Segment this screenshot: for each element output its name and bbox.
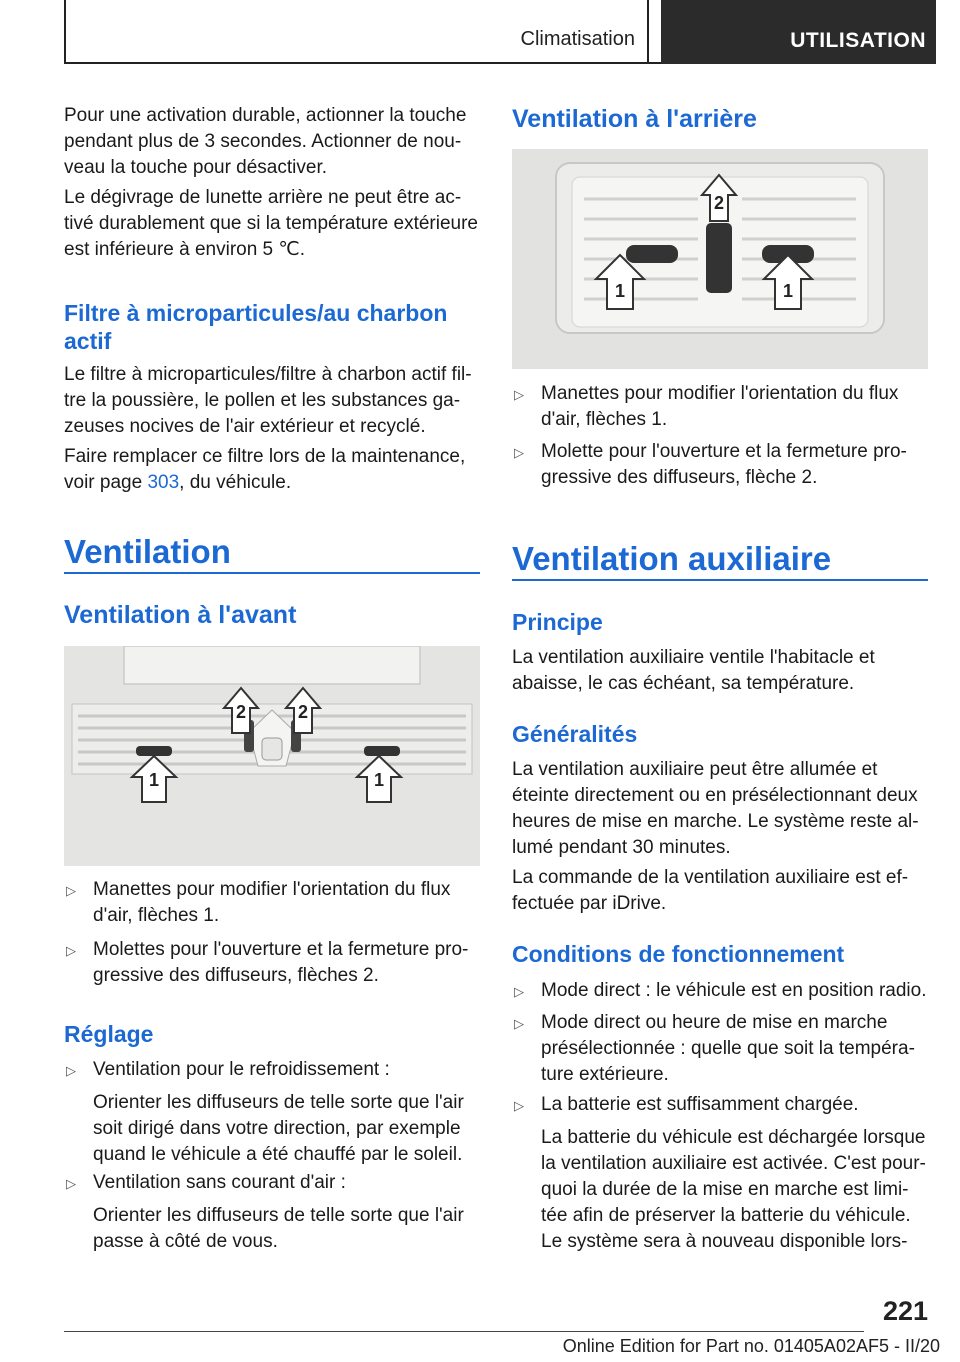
- left-paragraph-2: Le dégivrage de lunette arrière ne peut être ac- tivé durablement que si la température extérieure est inférieure à environ 5 ℃.: [64, 187, 479, 260]
- battery-text: La batterie du véhicule est déchargée lorsque la ventilation auxiliaire est activée. C'est pour- quoi la durée de la mise en marche est limi- tée afin de préserver la batterie du véhicule. Le système sera à nouveau disponible lors-: [541, 1127, 926, 1252]
- front-label-2a: 2: [235, 702, 247, 722]
- rear-label-1a: 1: [614, 281, 626, 301]
- ventilation-heading: Ventilation: [64, 533, 231, 570]
- front-vents-figure: [64, 646, 480, 866]
- front-vents-illustration: [64, 646, 480, 866]
- generalites-paragraph-2: La commande de la ventilation auxiliaire est ef- fectuée par iDrive.: [512, 867, 909, 914]
- aux-ventilation-heading: Ventilation auxiliaire: [512, 540, 832, 577]
- rear-vents-illustration: [512, 149, 928, 369]
- rear-vents-figure: [512, 149, 928, 369]
- triangle-right-icon: ▷: [514, 445, 524, 460]
- conditions-heading: Conditions de fonctionnement: [512, 941, 845, 967]
- front-item-1: Manettes pour modifier l'orientation du flux d'air, flèches 1.: [93, 879, 451, 926]
- front-ventilation-heading: Ventilation à l'avant: [64, 601, 297, 629]
- front-label-1b: 1: [373, 770, 385, 790]
- triangle-right-icon: ▷: [66, 883, 76, 898]
- footer-edition: Online Edition for Part no. 01405A02AF5 - II/20: [562, 1336, 940, 1356]
- left-paragraph-1: Pour une activation durable, actionner la touche pendant plus de 3 secondes. Actionner de nou- veau la touche pour désactiver.: [64, 105, 467, 178]
- rear-item-1: Manettes pour modifier l'orientation du flux d'air, flèches 1.: [541, 383, 899, 430]
- page-link[interactable]: 303: [147, 472, 180, 493]
- front-label-2b: 2: [297, 702, 309, 722]
- filter-heading: Filtre à microparticules/au charbon actif: [64, 300, 448, 354]
- header-chapter-label: UTILISATION: [790, 29, 926, 52]
- ventilation-rule: [64, 572, 480, 574]
- triangle-right-icon: ▷: [514, 387, 524, 402]
- principe-heading: Principe: [512, 609, 603, 635]
- aux-ventilation-rule: [512, 579, 928, 581]
- reglage-heading: Réglage: [64, 1021, 154, 1047]
- triangle-right-icon: ▷: [514, 1098, 524, 1113]
- left-paragraph-3: Le filtre à microparticules/filtre à charbon actif fil- tre la poussière, le pollen et les substances ga- zeuses nocives de l'air extérieur et recyclé.: [64, 364, 472, 437]
- conditions-item-2: Mode direct ou heure de mise en marche présélectionnée : quelle que soit la tempéra- ture extérieure.: [541, 1012, 915, 1085]
- rear-label-2: 2: [713, 193, 725, 213]
- triangle-right-icon: ▷: [66, 1063, 76, 1078]
- generalites-heading: Généralités: [512, 721, 638, 747]
- conditions-item-3: La batterie est suffisamment chargée.: [541, 1094, 859, 1115]
- triangle-right-icon: ▷: [514, 984, 524, 999]
- triangle-right-icon: ▷: [66, 1176, 76, 1191]
- front-label-1a: 1: [148, 770, 160, 790]
- rear-label-1b: 1: [782, 281, 794, 301]
- triangle-right-icon: ▷: [514, 1016, 524, 1031]
- triangle-right-icon: ▷: [66, 943, 76, 958]
- reglage-item-2-title: Ventilation sans courant d'air :: [93, 1172, 346, 1193]
- header-chapter-tab: [661, 0, 936, 64]
- reglage-item-1-title: Ventilation pour le refroidissement :: [93, 1059, 390, 1080]
- reglage-item-2-text: Orienter les diffuseurs de telle sorte que l'air passe à côté de vous.: [93, 1205, 464, 1252]
- page-number: 221: [882, 1296, 928, 1326]
- reglage-item-1-text: Orienter les diffuseurs de telle sorte que l'air soit dirigé dans votre direction, par exemple quand le véhicule a été chauffé par le soleil.: [93, 1092, 464, 1165]
- rear-item-2: Molette pour l'ouverture et la fermeture pro- gressive des diffuseurs, flèche 2.: [541, 441, 907, 488]
- front-item-2: Molettes pour l'ouverture et la fermeture pro- gressive des diffuseurs, flèches 2.: [93, 939, 469, 986]
- left-paragraph-4: Faire remplacer ce filtre lors de la maintenance, voir page 303, du véhicule.: [64, 446, 466, 493]
- rear-ventilation-heading: Ventilation à l'arrière: [512, 105, 757, 133]
- header-section-title: Climatisation: [520, 28, 635, 50]
- principe-text: La ventilation auxiliaire ventile l'habitacle et abaisse, le cas échéant, sa température.: [512, 647, 875, 694]
- footer-rule: [64, 1331, 864, 1332]
- conditions-item-1: Mode direct : le véhicule est en position radio.: [541, 980, 927, 1001]
- generalites-paragraph-1: La ventilation auxiliaire peut être allumée et éteinte directement ou en présélectionnant deux heures de mise en marche. Le système reste al- lumé pendant 30 minutes.: [512, 759, 919, 858]
